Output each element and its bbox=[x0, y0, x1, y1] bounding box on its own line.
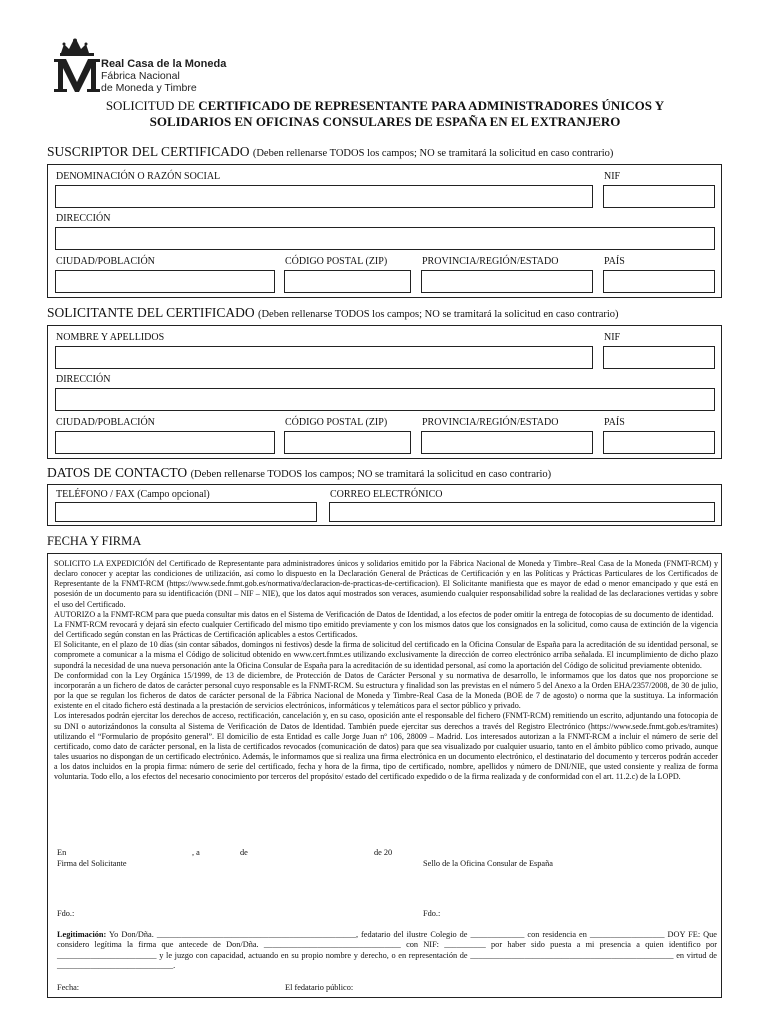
section-fecha-title: FECHA Y FIRMA bbox=[47, 534, 142, 548]
logo-line3: de Moneda y Timbre bbox=[101, 82, 197, 94]
section-note: (Deben rellenarse TODOS los campos; NO se tramitará la solicitud en caso contrario) bbox=[252, 148, 614, 159]
legal-paragraph: SOLICITO LA EXPEDICIÓN del Certificado de Representante para administradores únicos y solidarios emitido por la Fábrica Nacional de Moneda y Timbre–Real Casa de la Moneda (FNMT-RCM) y declaro conocer y aceptar las condiciones de utilización, así como lo dispuesto en la Declaración General de Prácticas de Certificación y en las Políticas y Prácticas Particulares de los Certificados de Representante de la FNMT-RCM (https://www.sede.fnmt.gob.es/normativa/declaracion-de-practicas-de-certificacion). El Solicitante manifiesta que es mayor de edad o menor emancipado y que está en posesión de un documento para su identificación (DNI – NIF – NIE), que los datos aquí mostrados son veraces, asumiendo cualquier responsabilidad sobre la realidad de las declaraciones vertidas y sobre el uso del Certificado. bbox=[54, 559, 718, 609]
fdo-consular-label: Fdo.: bbox=[423, 909, 441, 918]
legal-paragraph: Los interesados podrán ejercitar los derechos de acceso, rectificación, cancelación y, en su caso, oposición ante el responsable del fichero (FNMT-RCM) remitiendo un escrito, adjuntando una fotocopia de su DNI o autorizándonos la consulta al Sistema de Verificación de Datos de Identidad. También puede ejercitar sus derechos a través del Registro Electrónico (https://www.sede.fnmt.gob.es/tramites) utilizando el “Formulario de propósito general”. El domicilio de esta Entidad es calle Jorge Juan nº 106, 28009 – Madrid. Los interesados autorizan a la FNMT-RCM a incluir el número de serie del certificado, como dato de carácter personal, en la lista de certificados revocados (comunicación de datos) para que sea visualizado por cualquier usuario, tanto en el ámbito público como privado, aunque tales usuarios no dispongan de un certificado electrónico. Además, le informamos que si realiza una firma electrónica en un documento electrónico, el destinatario del documento y terceros podrán acceder a los datos incluidos en la propia firma: número de serie del certificado, fecha y hora de la firma, tipo de certificado, nombre, apellidos y número de DNI/NIE, que usted consiente y realiza de forma voluntaria. Todo ello, a los efectos del necesario conocimiento por terceros del propósito/ estado del certificado expedido o de la firma realizada y de conformidad con el art. 11.2.c) de la LOPD. bbox=[54, 711, 718, 782]
section-note: (Deben rellenarse TODOS los campos; NO se tramitará la solicitud en caso contrario) bbox=[190, 469, 552, 480]
telefono-field[interactable] bbox=[55, 502, 317, 522]
legal-paragraph: AUTORIZO a la FNMT-RCM para que pueda consultar mis datos en el Sistema de Verificación de Datos de Identidad, a los efectos de poder omitir la entrega de fotocopias de su documento de identidad. bbox=[54, 609, 714, 619]
fdo-solicitante-label: Fdo.: bbox=[57, 909, 75, 918]
pais-label: PAÍS bbox=[604, 417, 625, 428]
title-line2: SOLIDARIOS EN OFICINAS CONSULARES DE ESPAÑA EN EL EXTRANJERO bbox=[149, 114, 621, 129]
provincia-field[interactable] bbox=[421, 431, 593, 454]
contacto-section bbox=[47, 484, 722, 526]
legal-paragraph: La FNMT-RCM revocará y dejará sin efecto cualquier Certificado del mismo tipo emitido previamente y con los mismos datos que los consignados en la solicitud, como causa de extinción de la vigencia del Certificado según constan en las Prácticas de Certificación aplicables a estos Certificados. bbox=[54, 619, 718, 640]
legitimacion-label: Legitimación: bbox=[57, 930, 107, 939]
legal-paragraph: De conformidad con la Ley Orgánica 15/1999, de 13 de diciembre, de Protección de Datos de Carácter Personal y su normativa de desarrollo, le informamos que los datos que nos proporcione se incorporarán a un fichero de datos de carácter personal cuyo responsable es la FNMT-RCM. Su estructura y finalidad son las previstas en el número 5 del Anexo a la Orden EHA/2357/2008, de 30 de julio, por la que se regulan los ficheros de datos de carácter personal de la Fábrica Nacional de Moneda y Timbre-Real Casa de la Moneda (BOE de 7 de agosto) o norma que la sustituya. La información existente en el citado fichero está destinada a la prestación de servicios electrónicos, informáticos y telemáticos para el sector público y privado. bbox=[54, 670, 718, 711]
title-plain: SOLICITUD DE bbox=[105, 98, 199, 113]
section-suscriptor-title: SUSCRIPTOR DEL CERTIFICADO (Deben rellenarse TODOS los campos; NO se tramitará la solicitud en caso contrario) bbox=[47, 144, 614, 159]
nif-label: NIF bbox=[604, 171, 621, 182]
legal-text bbox=[54, 559, 718, 782]
legitimacion-text: Yo Don/Dña. ________________________________________________, fedatario del ilustre Colegio de _____________ con residencia en __________________ DOY FE: Que considero legítima la firma que antecede de Don/Dña. _________________________________ con NIF: __________ por haber sido puesta a mi presencia a quien identifico por ________________________ y le juzgo con capacidad, actuando en su propio nombre y derecho, o en representación de _________________________________________________ en virtud de ____________________________. bbox=[57, 930, 717, 971]
title-line1: CERTIFICADO DE REPRESENTANTE PARA ADMINISTRADORES ÚNICOS Y bbox=[198, 98, 665, 113]
telefono-label: TELÉFONO / FAX (Campo opcional) bbox=[56, 489, 210, 500]
codigo-postal-label: CÓDIGO POSTAL (ZIP) bbox=[285, 417, 388, 428]
codigo-postal-field[interactable] bbox=[284, 431, 411, 454]
fecha-label: Fecha: bbox=[57, 983, 80, 992]
nif-field[interactable] bbox=[603, 346, 715, 369]
logo-text bbox=[101, 58, 226, 94]
nombre-label: NOMBRE Y APELLIDOS bbox=[56, 332, 165, 343]
place-label: En bbox=[57, 848, 67, 857]
crown-icon bbox=[60, 39, 94, 57]
denominacion-field[interactable] bbox=[55, 185, 593, 208]
denominacion-label: DENOMINACIÓN O RAZÓN SOCIAL bbox=[56, 171, 221, 182]
ciudad-field[interactable] bbox=[55, 270, 275, 293]
provincia-label: PROVINCIA/REGIÓN/ESTADO bbox=[422, 256, 559, 267]
suscriptor-section bbox=[47, 164, 722, 298]
legitimacion-block bbox=[57, 930, 717, 972]
ciudad-label: CIUDAD/POBLACIÓN bbox=[56, 256, 155, 267]
solicitante-section bbox=[47, 325, 722, 459]
ciudad-field[interactable] bbox=[55, 431, 275, 454]
correo-field[interactable] bbox=[329, 502, 715, 522]
ciudad-label: CIUDAD/POBLACIÓN bbox=[56, 417, 155, 428]
firma-solicitante-label: Firma del Solicitante bbox=[57, 859, 127, 868]
section-solicitante-title: SOLICITANTE DEL CERTIFICADO (Deben rellenarse TODOS los campos; NO se tramitará la solicitud en caso contrario) bbox=[47, 305, 619, 320]
date-year-label: de 20 bbox=[374, 848, 393, 857]
page-title bbox=[40, 98, 730, 130]
direccion-label: DIRECCIÓN bbox=[56, 213, 111, 224]
provincia-label: PROVINCIA/REGIÓN/ESTADO bbox=[422, 417, 559, 428]
nombre-field[interactable] bbox=[55, 346, 593, 369]
date-month-label: de bbox=[240, 848, 248, 857]
date-day-label: , a bbox=[192, 848, 200, 857]
section-note: (Deben rellenarse TODOS los campos; NO se tramitará la solicitud en caso contrario) bbox=[257, 309, 619, 320]
correo-label: CORREO ELECTRÓNICO bbox=[330, 489, 443, 500]
codigo-postal-label: CÓDIGO POSTAL (ZIP) bbox=[285, 256, 388, 267]
nif-label: NIF bbox=[604, 332, 621, 343]
direccion-field[interactable] bbox=[55, 388, 715, 411]
codigo-postal-field[interactable] bbox=[284, 270, 411, 293]
logo-line1: Real Casa de la Moneda bbox=[101, 58, 227, 70]
provincia-field[interactable] bbox=[421, 270, 593, 293]
pais-field[interactable] bbox=[603, 431, 715, 454]
legal-paragraph: El Solicitante, en el plazo de 10 días (sin contar sábados, domingos ni festivos) desde la firma de solicitud del certificado en la Oficina Consular de España para la acreditación de su identidad personal, se compromete a comunicar a la misma el Código de solicitud obtenido en www.cert.fnmt.es utilizando exclusivamente la dirección de correo electrónico arriba señalada. El incumplimiento de dicho plazo supondrá la necesidad de una nueva personación ante la Oficina Consular de España para la acreditación de su identidad personal, así como la aportación del Código de solicitud previamente obtenido. bbox=[54, 640, 718, 670]
pais-label: PAÍS bbox=[604, 256, 625, 267]
pais-field[interactable] bbox=[603, 270, 715, 293]
m-letter-icon bbox=[54, 59, 100, 92]
nif-field[interactable] bbox=[603, 185, 715, 208]
direccion-field[interactable] bbox=[55, 227, 715, 250]
sello-label: Sello de la Oficina Consular de España bbox=[423, 859, 553, 868]
direccion-label: DIRECCIÓN bbox=[56, 374, 111, 385]
fedatario-label: El fedatario público: bbox=[285, 983, 354, 992]
logo-line2: Fábrica Nacional bbox=[101, 70, 180, 82]
section-contacto-title: DATOS DE CONTACTO (Deben rellenarse TODOS los campos; NO se tramitará la solicitud en caso contrario) bbox=[47, 465, 552, 480]
